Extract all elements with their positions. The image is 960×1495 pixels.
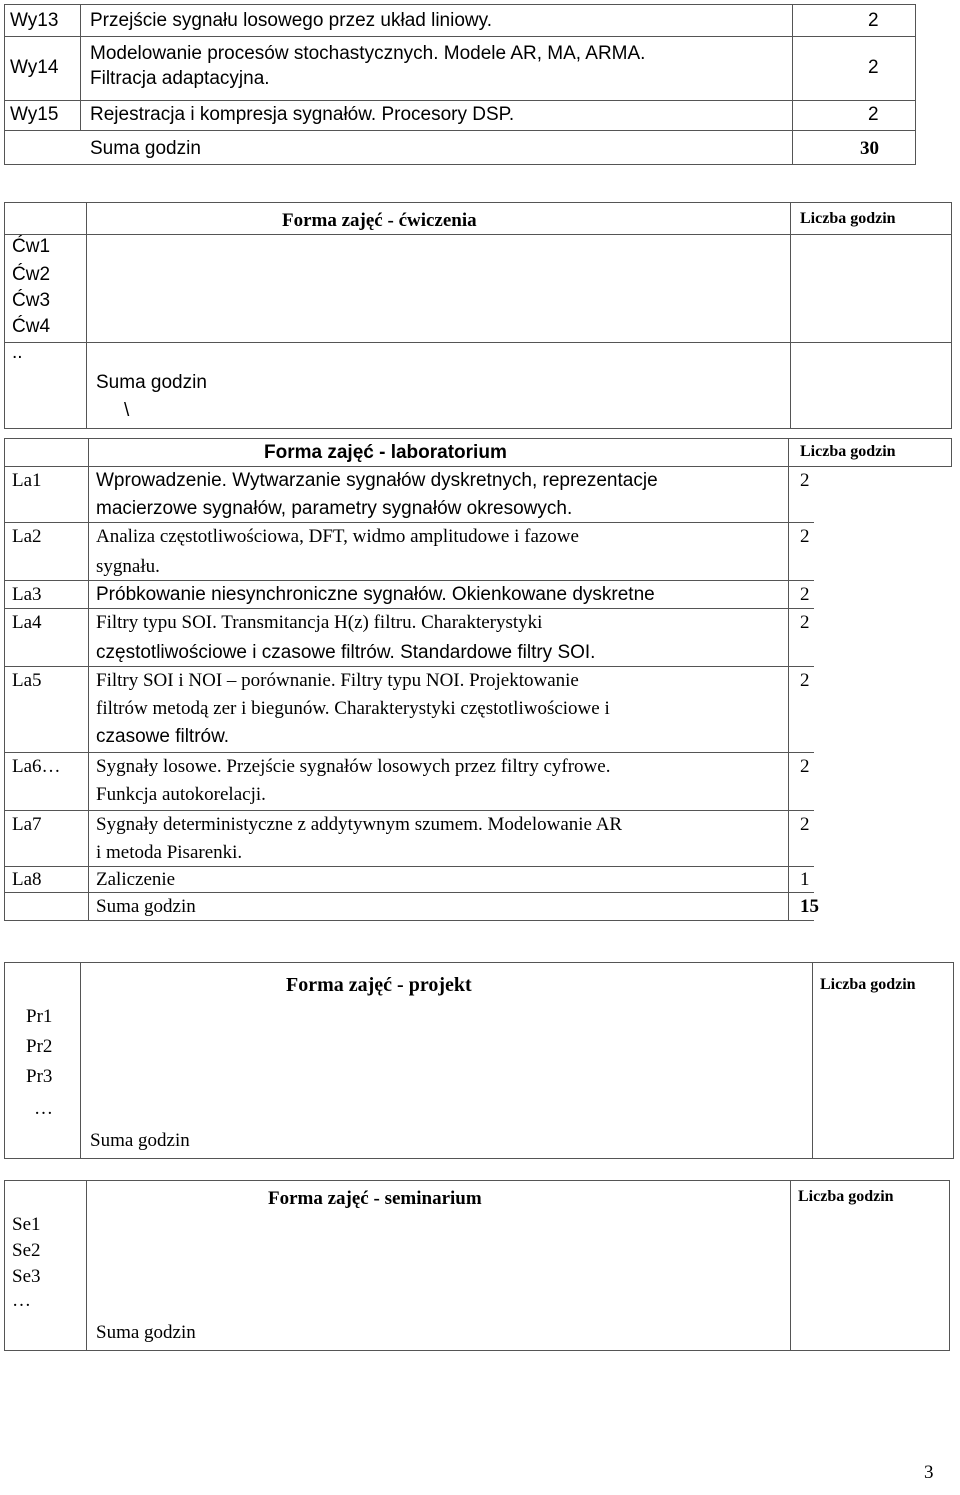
exercises-hours-header: Liczba godzin <box>800 210 896 227</box>
lecture-row-topic: Filtracja adaptacyjna. <box>90 68 270 89</box>
lab-row-hours: 2 <box>800 612 810 633</box>
project-code: Pr1 <box>26 1006 53 1027</box>
lab-row-topic: i metoda Pisarenki. <box>96 842 243 863</box>
exercises-total-label: Suma godzin <box>96 372 207 393</box>
seminar-code: Se3 <box>12 1266 41 1287</box>
lab-row-topic: Zaliczenie <box>96 869 176 890</box>
lab-table <box>4 438 952 920</box>
lab-row-topic: sygnału. <box>96 556 160 577</box>
project-code: … <box>34 1098 53 1119</box>
lab-row-code: La5 <box>12 670 42 691</box>
seminar-title: Forma zajęć - seminarium <box>268 1188 482 1209</box>
lecture-row-hours: 2 <box>868 10 879 31</box>
lecture-row-code: Wy14 <box>10 57 59 78</box>
seminar-total-label: Suma godzin <box>96 1322 196 1343</box>
exercises-stray-mark: \ <box>124 400 130 421</box>
lecture-table <box>4 4 916 164</box>
project-title: Forma zajęć - projekt <box>286 974 472 996</box>
lab-row-code: La3 <box>12 584 42 605</box>
lab-row-topic: Wprowadzenie. Wytwarzanie sygnałów dyskretnych, reprezentacje <box>96 470 658 491</box>
lecture-total-value: 30 <box>860 138 879 159</box>
lab-row-code: La2 <box>12 526 42 547</box>
lab-total-label: Suma godzin <box>96 896 196 917</box>
project-total-label: Suma godzin <box>90 1130 190 1151</box>
lab-title: Forma zajęć - laboratorium <box>264 442 507 463</box>
lab-row-topic: Filtry typu SOI. Transmitancja H(z) filtru. Charakterystyki <box>96 612 543 633</box>
lab-row-topic: filtrów metodą zer i biegunów. Charakterystyki częstotliwościowe i <box>96 698 610 719</box>
lab-row-topic: Sygnały losowe. Przejście sygnałów losowych przez filtry cyfrowe. <box>96 756 611 777</box>
lecture-total-label: Suma godzin <box>90 138 201 159</box>
page-number: 3 <box>924 1462 934 1483</box>
lab-row-code: La7 <box>12 814 42 835</box>
lab-total-value: 15 <box>800 896 819 917</box>
lecture-row-code: Wy13 <box>10 10 59 31</box>
exercises-table-grid <box>4 202 952 428</box>
lab-row-topic: czasowe filtrów. <box>96 726 230 747</box>
lab-row-topic: Filtry SOI i NOI – porównanie. Filtry typu NOI. Projektowanie <box>96 670 579 691</box>
seminar-table <box>4 1180 950 1350</box>
lecture-row-topic: Modelowanie procesów stochastycznych. Modele AR, MA, ARMA. <box>90 43 646 64</box>
exercises-code: Ćw1 <box>12 236 51 257</box>
lab-row-hours: 2 <box>800 470 810 491</box>
lab-row-hours: 1 <box>800 869 810 890</box>
lab-row-topic: Próbkowanie niesynchroniczne sygnałów. Okienkowane dyskretne <box>96 584 655 605</box>
lecture-row-code: Wy15 <box>10 104 59 125</box>
seminar-code: Se2 <box>12 1240 41 1261</box>
exercises-code: Ćw3 <box>12 290 51 311</box>
lab-hours-header: Liczba godzin <box>800 443 896 460</box>
lab-row-topic: macierzowe sygnałów, parametry sygnałów okresowych. <box>96 498 573 519</box>
lab-row-topic: Funkcja autokorelacji. <box>96 784 266 805</box>
lab-row-hours: 2 <box>800 756 810 777</box>
lab-row-hours: 2 <box>800 584 810 605</box>
project-code: Pr3 <box>26 1066 53 1087</box>
exercises-code: Ćw2 <box>12 264 51 285</box>
lab-row-topic: Analiza częstotliwościowa, DFT, widmo amplitudowe i fazowe <box>96 526 579 547</box>
exercises-code: .. <box>12 342 23 363</box>
lab-row-code: La4 <box>12 612 42 633</box>
project-hours-header: Liczba godzin <box>820 976 916 993</box>
lab-row-code: La1 <box>12 470 42 491</box>
seminar-code: … <box>12 1290 31 1311</box>
lecture-row-hours: 2 <box>868 57 879 78</box>
lecture-row-hours: 2 <box>868 104 879 125</box>
seminar-hours-header: Liczba godzin <box>798 1188 894 1205</box>
lab-row-hours: 2 <box>800 814 810 835</box>
lab-row-code: La8 <box>12 869 42 890</box>
project-table <box>4 962 954 1158</box>
exercises-table <box>4 202 952 428</box>
project-code: Pr2 <box>26 1036 53 1057</box>
lab-row-hours: 2 <box>800 670 810 691</box>
project-table-grid <box>4 962 954 1158</box>
lab-row-topic: Sygnały deterministyczne z addytywnym szumem. Modelowanie AR <box>96 814 623 835</box>
lecture-row-topic: Przejście sygnału losowego przez układ liniowy. <box>90 10 493 31</box>
lab-row-hours: 2 <box>800 526 810 547</box>
exercises-title: Forma zajęć - ćwiczenia <box>282 210 477 231</box>
lecture-row-topic: Rejestracja i kompresja sygnałów. Procesory DSP. <box>90 104 515 125</box>
exercises-code: Ćw4 <box>12 316 51 337</box>
lab-row-topic: częstotliwościowe i czasowe filtrów. Standardowe filtry SOI. <box>96 642 596 663</box>
lab-row-code: La6… <box>12 756 61 777</box>
seminar-code: Se1 <box>12 1214 41 1235</box>
